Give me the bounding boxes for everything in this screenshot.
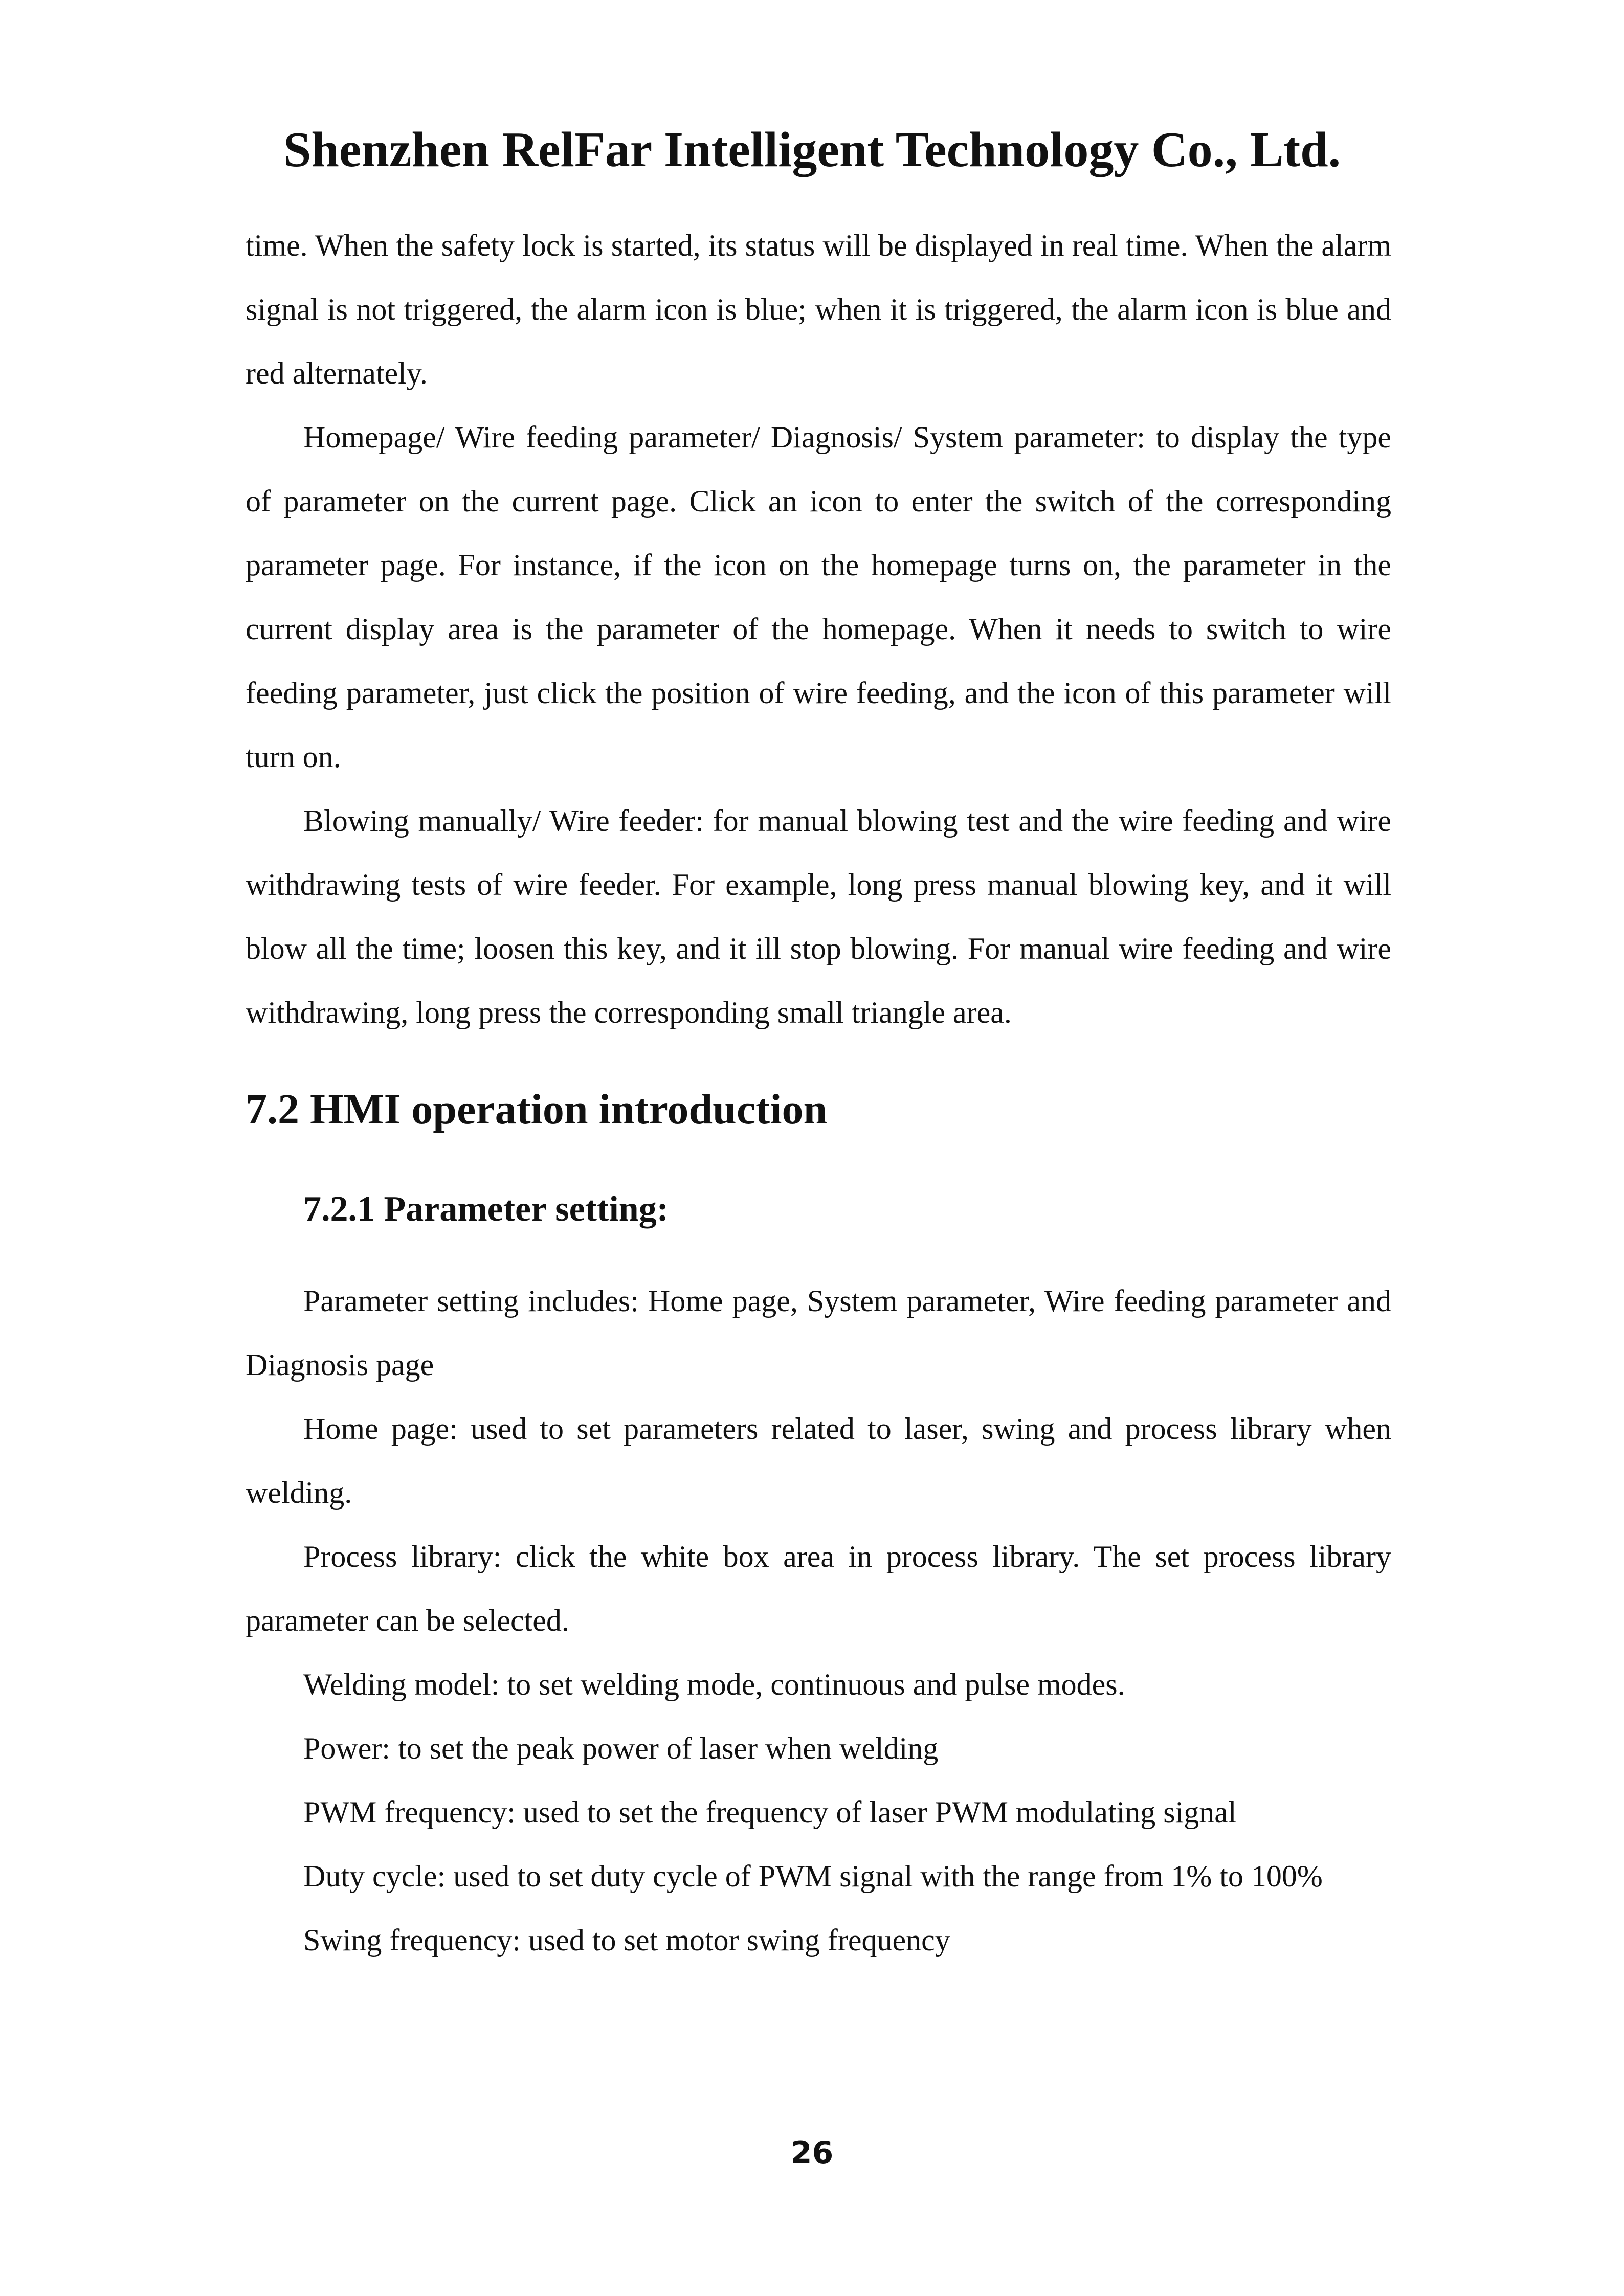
paragraph-process-library: Process library: click the white box area in process library. The set process library parameter can be selected. (246, 1540, 1391, 1637)
paragraph-pwm-frequency: PWM frequency: used to set the frequency of laser PWM modulating signal (303, 1795, 1237, 1829)
paragraph-welding-model: Welding model: to set welding mode, continuous and pulse modes. (303, 1668, 1125, 1701)
paragraph-power: Power: to set the peak power of laser when welding (303, 1731, 939, 1765)
body-text (246, 214, 1391, 1972)
paragraph-parameter-setting: Parameter setting includes: Home page, System parameter, Wire feeding parameter and Diagnosis page (246, 1284, 1391, 1382)
company-header: Shenzhen RelFar Intelligent Technology Co., Ltd. (283, 122, 1341, 177)
intro-paragraph-blowing-wire-feeder: Blowing manually/ Wire feeder: for manual blowing test and the wire feeding and wire withdrawing tests of wire feeder. For example, long press manual blowing key, and it will blow all the time; loosen this key, and it ill stop blowing. For manual wire feeding and wire withdrawing, long press the corresponding small triangle area. (246, 804, 1391, 1029)
intro-paragraph-parameter-pages: Homepage/ Wire feeding parameter/ Diagnosis/ System parameter: to display the type of parameter on the current page. Click an icon to enter the switch of the corresponding parameter page. For instance, if the icon on the homepage turns on, the parameter in the current display area is the parameter of the homepage. When it needs to switch to wire feeding parameter, just click the position of wire feeding, and the icon of this parameter will turn on. (246, 420, 1391, 774)
paragraph-swing-frequency: Swing frequency: used to set motor swing frequency (303, 1923, 950, 1957)
paragraph-home-page: Home page: used to set parameters related to laser, swing and process library when welding. (246, 1412, 1391, 1510)
section-heading: 7.2 HMI operation introduction (246, 1086, 828, 1133)
subsection-heading: 7.2.1 Parameter setting: (303, 1189, 669, 1229)
paragraph-duty-cycle: Duty cycle: used to set duty cycle of PWM signal with the range from 1% to 100% (303, 1859, 1323, 1893)
page-number: 26 (790, 2135, 834, 2171)
intro-paragraph-safety-lock: time. When the safety lock is started, its status will be displayed in real time. When the alarm signal is not triggered, the alarm icon is blue; when it is triggered, the alarm icon is blue and red alternately. (246, 229, 1391, 390)
